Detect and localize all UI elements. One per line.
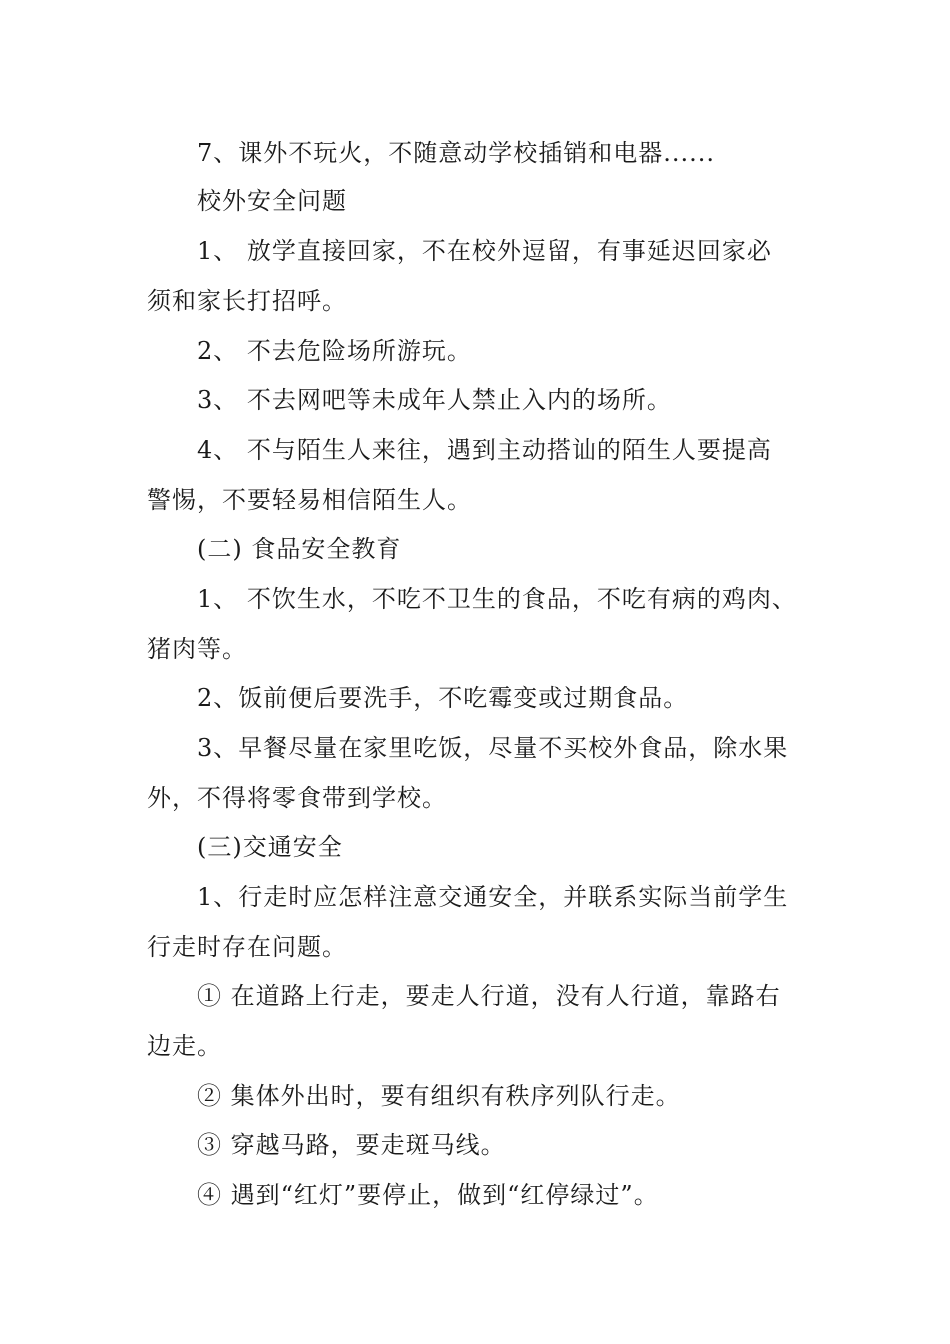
section-heading: 校外安全问题 xyxy=(197,187,347,215)
paragraph-line: 1、行走时应怎样注意交通安全，并联系实际当前学生 xyxy=(197,883,789,911)
paragraph-line: 边走。 xyxy=(147,1032,222,1060)
paragraph-line: 猪肉等。 xyxy=(147,635,247,663)
paragraph-line: ④ 遇到“红灯”要停止，做到“红停绿过”。 xyxy=(197,1181,659,1209)
paragraph-line: 1、 放学直接回家，不在校外逗留，有事延迟回家必 xyxy=(197,237,772,265)
paragraph-line: 行走时存在问题。 xyxy=(147,933,347,961)
paragraph-line: 2、 不去危险场所游玩。 xyxy=(197,337,472,365)
paragraph-line: ② 集体外出时，要有组织有秩序列队行走。 xyxy=(197,1082,681,1110)
section-heading: (二) 食品安全教育 xyxy=(197,535,402,563)
paragraph-line: 1、 不饮生水，不吃不卫生的食品，不吃有病的鸡肉、 xyxy=(197,585,797,613)
paragraph-line: 4、 不与陌生人来往，遇到主动搭讪的陌生人要提高 xyxy=(197,436,772,464)
paragraph-line: 外，不得将零食带到学校。 xyxy=(147,784,447,812)
paragraph-line: 3、早餐尽量在家里吃饭，尽量不买校外食品，除水果 xyxy=(197,734,789,762)
paragraph-line: ① 在道路上行走，要走人行道，没有人行道，靠路右 xyxy=(197,982,781,1010)
section-heading: (三)交通安全 xyxy=(197,833,343,861)
paragraph-line: ③ 穿越马路，要走斑马线。 xyxy=(197,1131,506,1159)
paragraph-line: 警惕，不要轻易相信陌生人。 xyxy=(147,486,472,514)
paragraph-line: 2、饭前便后要洗手，不吃霉变或过期食品。 xyxy=(197,684,689,712)
paragraph-line: 须和家长打招呼。 xyxy=(147,287,347,315)
paragraph-line: 3、 不去网吧等未成年人禁止入内的场所。 xyxy=(197,386,672,414)
paragraph-line: 7、课外不玩火，不随意动学校插销和电器...... xyxy=(197,139,716,167)
